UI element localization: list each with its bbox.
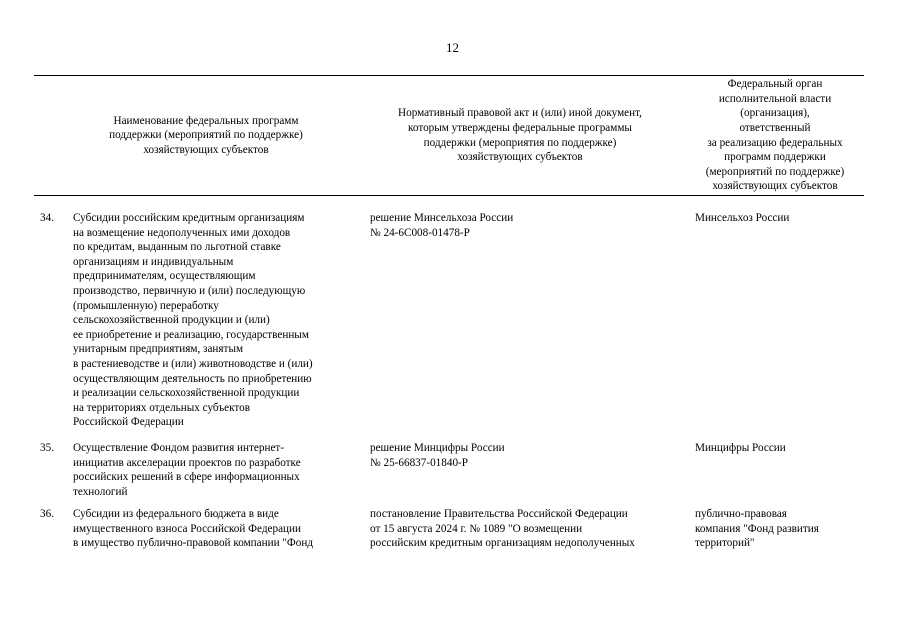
authority-line: территорий" (695, 537, 755, 550)
row-number: 35. (40, 442, 54, 454)
header-line: Нормативный правовой акт и (или) иной документ, (398, 107, 642, 120)
header-line: которым утверждены федеральные программы (408, 121, 632, 134)
authority-line: компания "Фонд развития (695, 522, 819, 535)
authority-line: Минцифры России (695, 442, 786, 454)
header-line: Федеральный орган (727, 78, 823, 91)
program-name-line: в имущество публично-правовой компании "Фонд (73, 537, 314, 550)
legal-act-line: постановление Правительства Российской Федерации (370, 508, 628, 520)
header-line: хозяйствующих субъектов (457, 151, 583, 164)
program-name-line: Субсидии из федерального бюджета в виде (73, 508, 279, 520)
legal-act-line: № 24-6С008-01478-Р (370, 226, 470, 239)
header-line: поддержки (мероприятия по поддержке) (423, 136, 617, 149)
header-line: исполнительной власти (718, 92, 832, 105)
header-line: поддержки (мероприятий по поддержке) (109, 129, 303, 142)
page-number: 12 (446, 40, 459, 55)
authority-cell (695, 441, 860, 456)
program-name-line: инициатив акселерации проектов по разработке (73, 456, 301, 469)
program-name-line: и реализации сельскохозяйственной продукции (73, 387, 300, 400)
program-name-line: предпринимателям, осуществляющим (73, 270, 256, 283)
program-name-line: на возмещение недополученных ими доходов (73, 226, 291, 239)
program-name-line: организациям и индивидуальным (73, 255, 234, 268)
program-name-line: производство, первичную и (или) последующую (73, 284, 306, 297)
program-name-line: на территориях отдельных субъектов (73, 401, 250, 414)
legal-act-cell (370, 441, 682, 470)
row-number: 36. (40, 508, 54, 520)
header-line: программ поддержки (724, 151, 826, 164)
column-header-legal-act (365, 76, 675, 195)
header-line: Наименование федеральных программ (113, 114, 299, 127)
legal-act-line: решение Минцифры России (370, 442, 505, 454)
legal-act-line: решение Минсельхоза России (370, 212, 514, 224)
program-name-line: Субсидии российским кредитным организациям (73, 212, 305, 224)
authority-line: Минсельхоз России (695, 212, 790, 224)
legal-act-cell (370, 211, 682, 240)
header-line: (организация), (740, 107, 810, 120)
header-line: хозяйствующих субъектов (712, 180, 838, 193)
program-name-line: унитарным предприятиям, занятым (73, 343, 244, 356)
header-bottom-rule (34, 195, 864, 196)
authority-cell (695, 211, 860, 226)
header-line: (мероприятий по поддержке) (705, 165, 845, 178)
program-name-line: (промышленную) переработку (73, 299, 219, 312)
program-name-line: ее приобретение и реализацию, государственным (73, 328, 309, 341)
column-header-authority (690, 76, 860, 195)
legal-act-line: № 25-66837-01840-Р (370, 456, 468, 469)
header-line: за реализацию федеральных (707, 136, 843, 149)
program-name-line: осуществляющим деятельность по приобретению (73, 372, 312, 385)
program-name-line: в растениеводстве и (или) животноводстве и (или) (73, 357, 313, 370)
legal-act-line: российским кредитным организациям недополученных (370, 537, 635, 550)
authority-cell (695, 507, 860, 551)
program-name-cell (73, 211, 358, 430)
legal-act-line: от 15 августа 2024 г. № 1089 "О возмещении (370, 522, 583, 535)
header-line: хозяйствующих субъектов (143, 143, 269, 156)
program-name-line: Осуществление Фондом развития интернет- (73, 442, 285, 454)
program-name-line: имущественного взноса Российской Федерации (73, 522, 302, 535)
program-name-line: Российской Федерации (73, 416, 184, 429)
program-name-line: по кредитам, выданным по льготной ставке (73, 241, 281, 254)
program-name-line: сельскохозяйственной продукции и (или) (73, 314, 270, 327)
legal-act-cell (370, 507, 682, 551)
authority-line: публично-правовая (695, 508, 787, 520)
program-name-cell (73, 441, 358, 499)
header-line: ответственный (739, 121, 811, 134)
program-name-line: технологий (73, 485, 128, 498)
column-header-program-name (70, 76, 342, 195)
program-name-line: российских решений в сфере информационных (73, 471, 300, 484)
row-number: 34. (40, 212, 54, 224)
program-name-cell (73, 507, 358, 551)
